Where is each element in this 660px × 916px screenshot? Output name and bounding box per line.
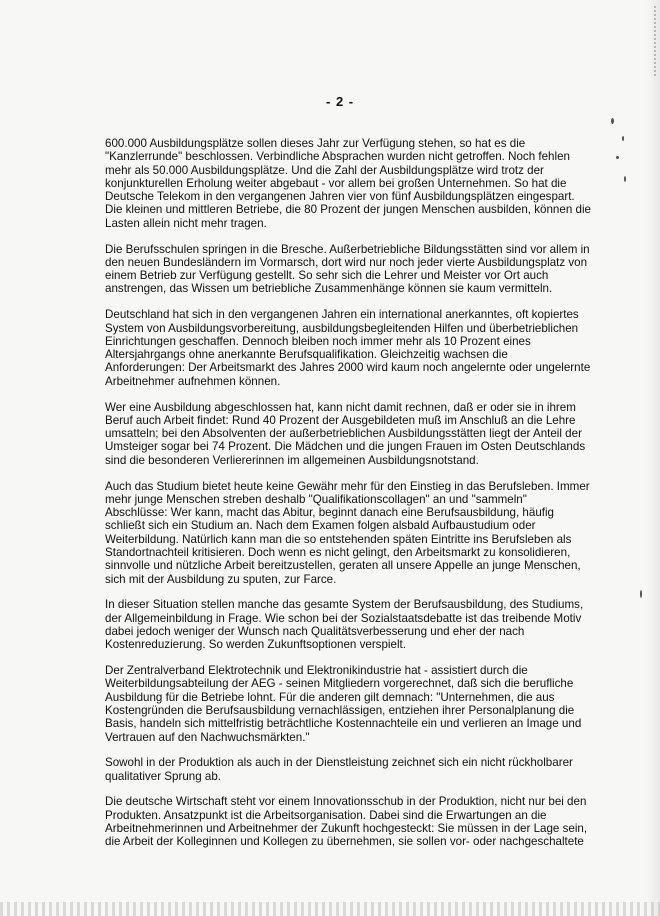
text-line: Die deutsche Wirtschaft steht vor einem Innovationsschub in der Produktion, nicht nur bei den xyxy=(105,795,587,809)
text-line: den neuen Bundesländern im Vormarsch, dort wird nur noch jeder vierte Ausbildungsplatz von xyxy=(105,255,588,269)
page-number: - 2 - xyxy=(326,94,355,109)
scan-edge-bottom xyxy=(0,902,660,916)
text-line: qualitativer Sprung ab. xyxy=(105,769,222,783)
paragraph xyxy=(105,664,590,744)
text-line: anstrengen, das Wissen um betriebliche Zusammenhänge können sie kaum vermitteln. xyxy=(105,282,553,296)
text-line: sinnvolle und nützliche Arbeit bereitzustellen, geraten all unsere Appelle an junge Menschen, xyxy=(105,559,581,573)
text-line: Wer eine Ausbildung abgeschlossen hat, kann nicht damit rechnen, daß er oder sie in ihrem xyxy=(105,400,576,414)
text-line: Anforderungen: Der Arbeitsmarkt des Jahres 2000 wird kaum noch angelernte oder ungelernte xyxy=(105,361,591,375)
text-line: umsatteln; bei den Absolventen der außerbetrieblichen Ausbildungsstätten liegt der Anteil der xyxy=(105,427,582,441)
text-line: Vertrauen auf den Nachwuchsmärkten." xyxy=(105,730,310,744)
text-line: Sowohl in der Produktion als auch in der Dienstleistung zeichnet sich ein nicht rückholbarer xyxy=(105,756,573,770)
text-line: Arbeitnehmerinnen und Arbeitnehmer der Zukunft hochgesteckt: Sie müssen in der Lage sein, xyxy=(105,822,588,836)
text-line: Produkten. Ansatzpunkt ist die Arbeitsorganisation. Dabei sind die Erwartungen an die xyxy=(105,808,547,822)
paragraph xyxy=(105,137,590,230)
text-line: Einrichtungen geschaffen. Dennoch bleiben noch immer mehr als 10 Prozent eines xyxy=(105,334,531,348)
scan-speck xyxy=(622,136,624,141)
text-line: Ausbildung für die Betriebe lohnt. Für die anderen gilt demnach: "Unternehmen, die aus xyxy=(105,690,555,704)
text-line: die Arbeit der Kolleginnen und Kollegen zu übernehmen, sie sollen vor- oder nachgeschaltete xyxy=(105,835,584,849)
text-line: Kostengründen die Berufsausbildung vernachlässigen, entziehen ihrer Personalplanung die xyxy=(105,703,575,717)
text-line: Kostenreduzierung. So werden Zukunftsoptionen verspielt. xyxy=(105,638,406,652)
text-line: Basis, handeln sich mittelfristig beträchtliche Kostennachteile ein und verlieren an Image und xyxy=(105,717,582,731)
paragraph xyxy=(105,795,590,848)
text-line: System von Ausbildungsvorbereitung, ausbildungsbegleitenden Hilfen und überbetrieblichen xyxy=(105,321,579,335)
paragraph xyxy=(105,480,590,586)
text-line: Beruf auch Arbeit findet: Rund 40 Prozent der Ausgebildeten muß im Anschluß an die Lehre xyxy=(105,413,576,427)
text-line: Standortnachteil kritisieren. Doch wenn es nicht gelingt, den Arbeitsmarkt zu konsolidieren, xyxy=(105,546,571,560)
scan-speck xyxy=(611,118,614,124)
text-line: schließt sich ein Studium an. Nach dem Examen folgen alsbald Aufbaustudium oder xyxy=(105,519,536,533)
text-line: Auch das Studium bietet heute keine Gewähr mehr für den Einstieg in das Berufsleben. Immer xyxy=(105,479,590,493)
scan-shadow-right xyxy=(646,0,660,916)
text-line: "Kanzlerrunde" beschlossen. Verbindliche Absprachen wurden nicht getroffen. Noch fehlen xyxy=(105,150,570,164)
text-line: einem Betrieb zur Verfügung gestellt. So sehr sich die Lehrer und Meister vor Ort auch xyxy=(105,269,549,283)
text-line: Lasten allein nicht mehr tragen. xyxy=(105,216,267,230)
paragraph xyxy=(105,598,590,651)
paragraph xyxy=(105,401,590,467)
paragraph xyxy=(105,756,590,783)
body-text xyxy=(105,137,590,861)
text-line: Die kleinen und mittleren Betriebe, die 80 Prozent der jungen Menschen ausbilden, können die xyxy=(105,203,591,217)
scan-speck xyxy=(624,176,626,182)
text-line: Umsteiger sogar bei 74 Prozent. Die Mädchen und die jungen Frauen im Osten Deutschlands xyxy=(105,440,586,454)
text-line: Deutsche Telekom in den vergangenen Jahren vier von fünf Ausbildungsplätzen eingespart. xyxy=(105,190,575,204)
text-line: In dieser Situation stellen manche das gesamte System der Berufsausbildung, des Studiums, xyxy=(105,598,584,612)
text-line: Weiterbildung. Natürlich kann man die so entstehenden späten Eintritte ins Berufsleben als xyxy=(105,532,572,546)
text-line: Abschlüsse: Wer kann, macht das Abitur, beginnt danach eine Berufsausbildung, häufig xyxy=(105,506,555,520)
text-line: Deutschland hat sich in den vergangenen Jahren ein international anerkanntes, oft kopiertes xyxy=(105,308,579,322)
scan-speck xyxy=(616,156,619,159)
text-line: mehr junge Menschen streben deshalb "Qualifikationscollagen" an und "sammeln" xyxy=(105,492,527,506)
scan-speck xyxy=(640,590,642,598)
text-line: Die Berufsschulen springen in die Bresche. Außerbetriebliche Bildungsstätten sind vor allem in xyxy=(105,242,590,256)
text-line: Der Zentralverband Elektrotechnik und Elektronikindustrie hat - assistiert durch die xyxy=(105,664,528,678)
text-line: der Allgemeinbildung in Frage. Wie schon bei der Sozialstaatsdebatte ist das treibende Motiv xyxy=(105,611,582,625)
text-line: sind die besonderen Verliererinnen im allgemeinen Ausbildungsnotstand. xyxy=(105,453,479,467)
text-line: Weiterbildungsabteilung der AEG - seinen Mitgliedern vorgerechnet, daß sich die berufliche xyxy=(105,677,574,691)
text-line: dabei jedoch weniger der Wunsch nach Qualitätsverbesserung und eher der nach xyxy=(105,625,525,638)
text-line: Arbeitnehmer aufnehmen können. xyxy=(105,374,281,388)
paragraph xyxy=(105,308,590,388)
text-line: sich mit der Ausbildung zu sputen, zur Farce. xyxy=(105,572,337,586)
paragraph xyxy=(105,243,590,296)
text-line: Altersjahrgangs ohne anerkannte Berufsqualifikation. Gleichzeitig wachsen die xyxy=(105,348,508,362)
text-line: mehr als 50.000 Ausbildungsplätze. Und die Zahl der Ausbildungsplätze wird trotz der xyxy=(105,163,544,177)
text-line: konjunkturellen Erholung weiter abgebaut - vor allem bei großen Unternehmen. So hat die xyxy=(105,176,567,190)
text-line: 600.000 Ausbildungsplätze sollen dieses Jahr zur Verfügung stehen, so hat es die xyxy=(105,137,526,150)
